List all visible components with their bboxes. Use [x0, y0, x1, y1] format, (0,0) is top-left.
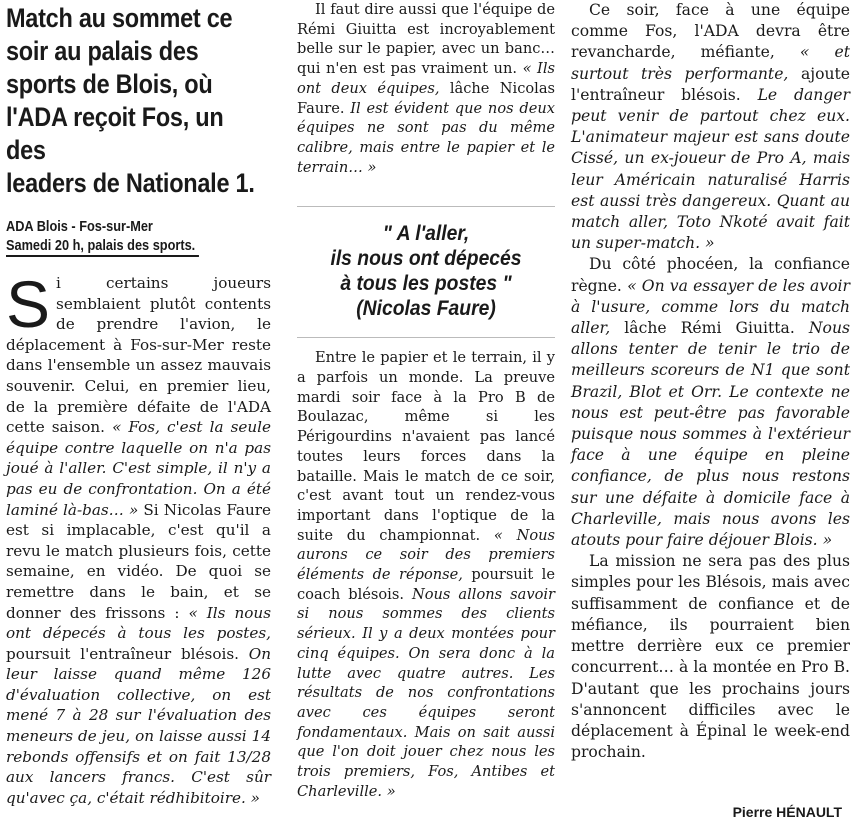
headline-line: sports de Blois, où [6, 69, 213, 99]
fixture-time-venue: Samedi 20 h, palais des sports. [6, 237, 196, 254]
pull-quote [297, 206, 555, 338]
drop-cap: S [6, 267, 51, 341]
fixture-teams: ADA Blois - Fos-sur-Mer [6, 218, 153, 235]
column-2 [297, 0, 555, 802]
pull-quote-line: à tous les postes " [340, 272, 512, 296]
headline-line: soir au palais des [6, 36, 199, 66]
headline [6, 0, 267, 200]
headline-line: leaders de Nationale 1. [6, 168, 255, 198]
headline-line: l'ADA reçoit Fos, un des [6, 102, 224, 165]
pull-quote-attribution: (Nicolas Faure) [356, 297, 496, 321]
article-paragraph: Du côté phocéen, la confiance règne. « On va essayer de les avoir à l'usure, comme lors du match aller, lâche Rémi Giuitta. Nous allons tenter de tenir le trio de meilleurs scoreurs de N1 que sont Brazil, Blot et Orr. Le contexte ne nous est peut-être pas favorable puisque nous sommes à l'extérieur face à une équipe en pleine confiance, de plus nous restons sur une défaite à domicile face à Charleville, mais nous avons les atouts pour faire déjouer Blois. » [571, 255, 850, 550]
article-paragraph: Ce soir, face à une équipe comme Fos, l'ADA devra être revancharde, méfiante, « et surtout très performante, ajoute l'entraîneur blésois. Le danger peut venir de partout chez eux. L'animateur majeur est sans doute Cissé, un ex-joueur de Pro A, mais leur Américain naturalisé Harris est aussi très dangereux. Quant au match aller, Toto Nkoté avait fait un super-match. » [571, 1, 851, 253]
pull-quote-line: " A l'aller, [382, 222, 470, 246]
article-paragraph: Il faut dire aussi que l'équipe de Rémi Giuitta est incroyablement belle sur le papier, avec un banc… qui n'en est pas vraiment un. « Ils ont deux équipes, lâche Nicolas Faure. Il est évident que nos deux équipes ne sont pas du même calibre, mais entre le papier et le terrain… » [297, 1, 556, 176]
pull-quote-line: ils nous ont dépecés [330, 247, 522, 271]
fixture-info [6, 217, 199, 257]
column-3 [571, 0, 850, 763]
column-1 [6, 0, 271, 808]
article-paragraph: Entre le papier et le terrain, il y a parfois un monde. La preuve mardi soir face à la Pro B de Boulazac, même si les Périgourdins n'avaient pas lancé toutes leurs forces dans la bataille. Mais le match de ce soir, c'est avant tout un rendez-vous important dans l'optique de la suite du championnat. « Nous aurons ce soir des premiers éléments de réponse, poursuit le coach blésois. Nous allons savoir si nous sommes des clients sérieux. Il y a deux montées pour cinq équipes. On sera donc à la lutte avec quatre autres. Les résultats de nos confrontations avec ces équipes seront fondamentaux. Mais on sait aussi que l'on doit jouer chez nous les trois premiers, Fos, Antibes et Charleville. » [297, 349, 556, 800]
article-paragraph: La mission ne sera pas des plus simples pour les Blésois, mais avec suffisamment de confiance et de méfiance, ils pourraient bien mettre derrière eux ce premier concurrent… à la montée en Pro B. D'autant que les prochains jours s'annoncent difficiles avec le déplacement à Épinal le week-end prochain. [571, 552, 850, 762]
article-paragraph: Si certains joueurs semblaient plutôt contents de prendre l'avion, le déplacement à Fos-sur-Mer reste dans l'ensemble un assez mauvais souvenir. Celui, en premier lieu, de la première défaite de l'ADA cette saison. « Fos, c'est la seule équipe contre laquelle on n'a pas joué à l'aller. C'est simple, il n'y a pas eu de confrontation. On a été laminé là-bas… » Si Nicolas Faure est si implacable, c'est qu'il a revu le match plusieurs fois, cette semaine, en vidéo. De quoi se remettre dans le bain, et se donner des frissons : « Ils nous ont dépecés à tous les postes, poursuit l'entraîneur blésois. On leur laisse quand même 126 d'évaluation collective, on est mené 7 à 28 sur l'évaluation des meneurs de jeu, on laisse aussi 14 rebonds offensifs et on fait 13/28 aux lancers francs. C'est sûr qu'avec ça, c'était rédhibitoire. » [6, 267, 271, 807]
author-signature: Pierre HÉNAULT [732, 804, 842, 820]
headline-line: Match au sommet ce [6, 3, 233, 33]
